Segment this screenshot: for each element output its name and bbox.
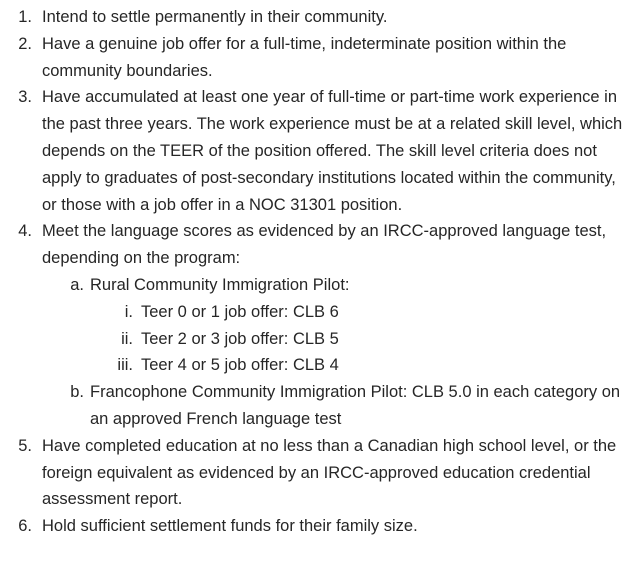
- sub-sub-list-item: [0, 299, 640, 326]
- list-item-text: Have accumulated at least one year of full-time or part-time work experience in the past three years. The work experience must be at a related skill level, which depends on the TEER of the position offered. The skill level criteria does not apply to graduates of post-secondary institutions located within the community, or those with a job offer in a NOC 31301 position.: [42, 88, 623, 214]
- sub-sub-list-item-text: Teer 0 or 1 job offer: CLB 6: [141, 302, 339, 321]
- sub-sub-list-item-text: Teer 4 or 5 job offer: CLB 4: [141, 356, 339, 375]
- sub-list-item-text: Francophone Community Immigration Pilot: CLB 5.0 in each category on an approved French language test: [90, 383, 621, 428]
- roman-numeral: i.: [124, 302, 133, 321]
- list-item: [0, 84, 640, 218]
- list-item: [0, 218, 640, 272]
- roman-numeral: iii.: [117, 356, 133, 375]
- list-item: [0, 4, 640, 31]
- sub-list-item: [0, 379, 640, 433]
- requirements-list: [0, 4, 640, 540]
- sub-list-item: [0, 272, 640, 299]
- list-item-text: Meet the language scores as evidenced by an IRCC-approved language test, depending on the program:: [42, 222, 607, 268]
- list-number: 3.: [18, 88, 32, 107]
- list-item: [0, 433, 640, 513]
- sub-sub-list-item: [0, 326, 640, 353]
- list-item: [0, 31, 640, 85]
- list-item-text: Intend to settle permanently in their community.: [42, 8, 388, 26]
- list-item: [0, 513, 640, 540]
- list-number: 5.: [18, 436, 32, 455]
- list-number: 2.: [18, 34, 32, 53]
- list-number: 6.: [18, 517, 32, 536]
- sub-list-item-text: Rural Community Immigration Pilot:: [90, 275, 350, 294]
- list-item-text: Have a genuine job offer for a full-time, indeterminate position within the community boundaries.: [42, 34, 567, 80]
- roman-numeral: ii.: [121, 329, 133, 348]
- sub-sub-list-item-text: Teer 2 or 3 job offer: CLB 5: [141, 329, 339, 348]
- sub-sub-list-item: [0, 352, 640, 379]
- list-item-text: Have completed education at no less than a Canadian high school level, or the foreign equivalent as evidenced by an IRCC-approved education credential assessment report.: [42, 436, 617, 509]
- list-number: 4.: [18, 222, 32, 241]
- sub-list-letter: a.: [70, 275, 84, 294]
- sub-list-letter: b.: [70, 383, 84, 402]
- list-item-text: Hold sufficient settlement funds for their family size.: [42, 517, 418, 536]
- list-number: 1.: [18, 8, 32, 26]
